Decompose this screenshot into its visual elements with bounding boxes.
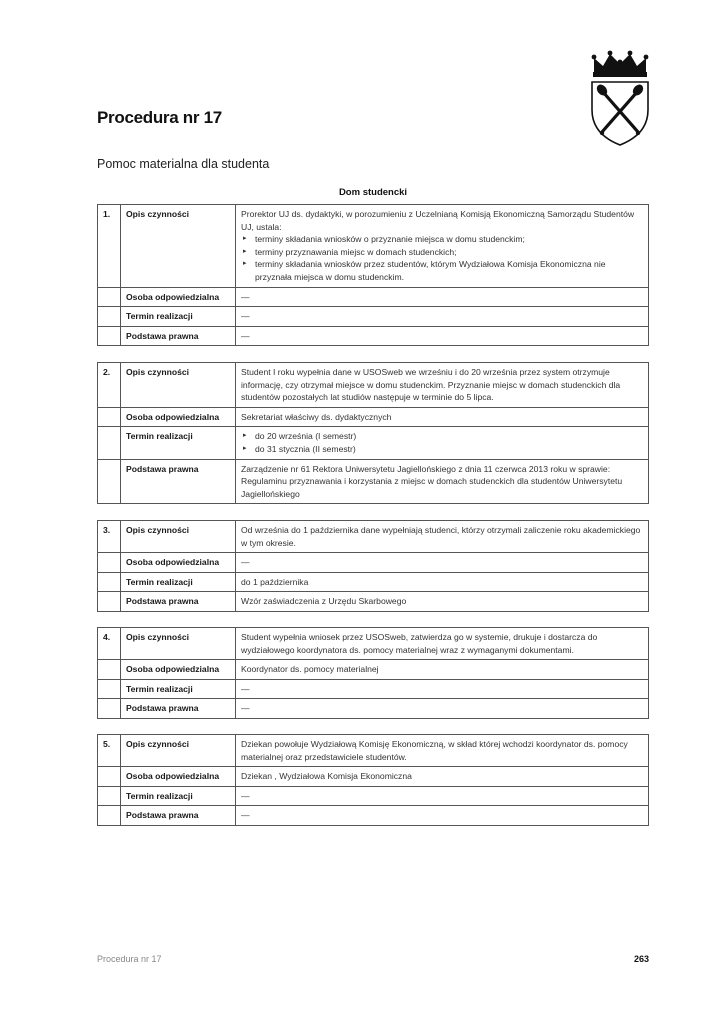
step-number: 4. bbox=[98, 628, 121, 660]
step-number: 3. bbox=[98, 521, 121, 553]
label-opis: Opis czynności bbox=[121, 521, 236, 553]
value-osoba: Dziekan , Wydziałowa Komisja Ekonomiczna bbox=[236, 767, 649, 787]
value-opis: Student I roku wypełnia dane w USOSweb we wrześniu i do 20 września przez system otrzymuje informację, czy otrzymał miejsce w domu studenckim. Przyznanie miejsc w domach studenckich dla studentów pozostałych lat studiów następuje w terminie do 5 lipca. bbox=[236, 363, 649, 408]
list-item: ▸ terminy składania wniosków o przyznanie miejsca w domu studenckim; bbox=[255, 233, 643, 246]
value-opis: Dziekan powołuje Wydziałową Komisję Ekonomiczną, w skład której wchodzi koordynator ds. pomocy materialnej oraz przedstawiciele studentów. bbox=[236, 735, 649, 767]
list-item: ▸ do 20 września (I semestr) bbox=[255, 430, 643, 443]
label-podstawa: Podstawa prawna bbox=[121, 699, 236, 719]
label-opis: Opis czynności bbox=[121, 735, 236, 767]
step-number: 2. bbox=[98, 363, 121, 408]
value-podstawa: — bbox=[236, 806, 649, 826]
value-termin bbox=[236, 427, 649, 459]
step-number: 1. bbox=[98, 205, 121, 288]
page-title: Procedura nr 17 bbox=[97, 108, 222, 127]
label-podstawa: Podstawa prawna bbox=[121, 806, 236, 826]
page-number: 263 bbox=[633, 954, 649, 964]
list-item: ▸ terminy przyznawania miejsc w domach studenckich; bbox=[255, 246, 643, 259]
value-osoba: Koordynator ds. pomocy materialnej bbox=[236, 660, 649, 680]
value-osoba: — bbox=[236, 287, 649, 307]
value-osoba: Sekretariat właściwy ds. dydaktycznych bbox=[236, 407, 649, 427]
page-subtitle: Pomoc materialna dla studenta bbox=[97, 157, 270, 171]
value-termin: — bbox=[236, 679, 649, 699]
label-termin: Termin realizacji bbox=[121, 427, 236, 459]
label-termin: Termin realizacji bbox=[121, 679, 236, 699]
section-heading: Dom studencki bbox=[338, 187, 408, 198]
value-podstawa: Zarządzenie nr 61 Rektora Uniwersytetu Jagiellońskiego z dnia 11 czerwca 2013 roku w sprawie: Regulaminu przyznawania i korzystania z miejsc w domach studenckich dla studentów Uniwersytetu Jagiellońskiego bbox=[236, 459, 649, 504]
label-termin: Termin realizacji bbox=[121, 786, 236, 806]
label-osoba: Osoba odpowiedzialna bbox=[121, 553, 236, 573]
step-number: 5. bbox=[98, 735, 121, 767]
label-termin: Termin realizacji bbox=[121, 572, 236, 592]
value-opis bbox=[236, 205, 649, 288]
value-podstawa: — bbox=[236, 699, 649, 719]
label-opis: Opis czynności bbox=[121, 628, 236, 660]
value-opis: Od września do 1 października dane wypełniają studenci, którzy otrzymali zaliczenie roku akademickiego w tym okresie. bbox=[236, 521, 649, 553]
label-termin: Termin realizacji bbox=[121, 307, 236, 327]
list-item: ▸ terminy składania wniosków przez studentów, którym Wydziałowa Komisja Ekonomiczna nie przyznała miejsca w domu studenckim. bbox=[255, 258, 643, 283]
footer-procedure-label: Procedura nr 17 bbox=[97, 954, 162, 964]
label-podstawa: Podstawa prawna bbox=[121, 326, 236, 346]
label-osoba: Osoba odpowiedzialna bbox=[121, 287, 236, 307]
value-termin: — bbox=[236, 307, 649, 327]
value-opis: Student wypełnia wniosek przez USOSweb, zatwierdza go w systemie, drukuje i dostarcza do wydziałowego koordynatora ds. pomocy materialnej wraz z wymaganymi dokumentami. bbox=[236, 628, 649, 660]
opis-bullet-list bbox=[241, 233, 643, 283]
procedure-step-2 bbox=[97, 362, 649, 504]
procedure-step-3 bbox=[97, 520, 649, 612]
value-podstawa: Wzór zaświadczenia z Urzędu Skarbowego bbox=[236, 592, 649, 612]
value-termin: — bbox=[236, 786, 649, 806]
termin-bullet-list bbox=[241, 430, 643, 455]
value-podstawa: — bbox=[236, 326, 649, 346]
label-osoba: Osoba odpowiedzialna bbox=[121, 660, 236, 680]
list-item: ▸ do 31 stycznia (II semestr) bbox=[255, 443, 643, 456]
opis-text: Prorektor UJ ds. dydaktyki, w porozumieniu z Uczelnianą Komisją Ekonomiczną Samorządu Studentów UJ, ustala: bbox=[241, 209, 635, 232]
value-osoba: — bbox=[236, 553, 649, 573]
label-opis: Opis czynności bbox=[121, 363, 236, 408]
label-podstawa: Podstawa prawna bbox=[121, 592, 236, 612]
label-osoba: Osoba odpowiedzialna bbox=[121, 767, 236, 787]
procedure-step-5 bbox=[97, 734, 649, 826]
label-podstawa: Podstawa prawna bbox=[121, 459, 236, 504]
procedure-step-4 bbox=[97, 627, 649, 719]
university-crest-icon bbox=[588, 50, 652, 146]
procedure-step-1 bbox=[97, 204, 649, 346]
label-opis: Opis czynności bbox=[121, 205, 236, 288]
label-osoba: Osoba odpowiedzialna bbox=[121, 407, 236, 427]
value-termin: do 1 października bbox=[236, 572, 649, 592]
